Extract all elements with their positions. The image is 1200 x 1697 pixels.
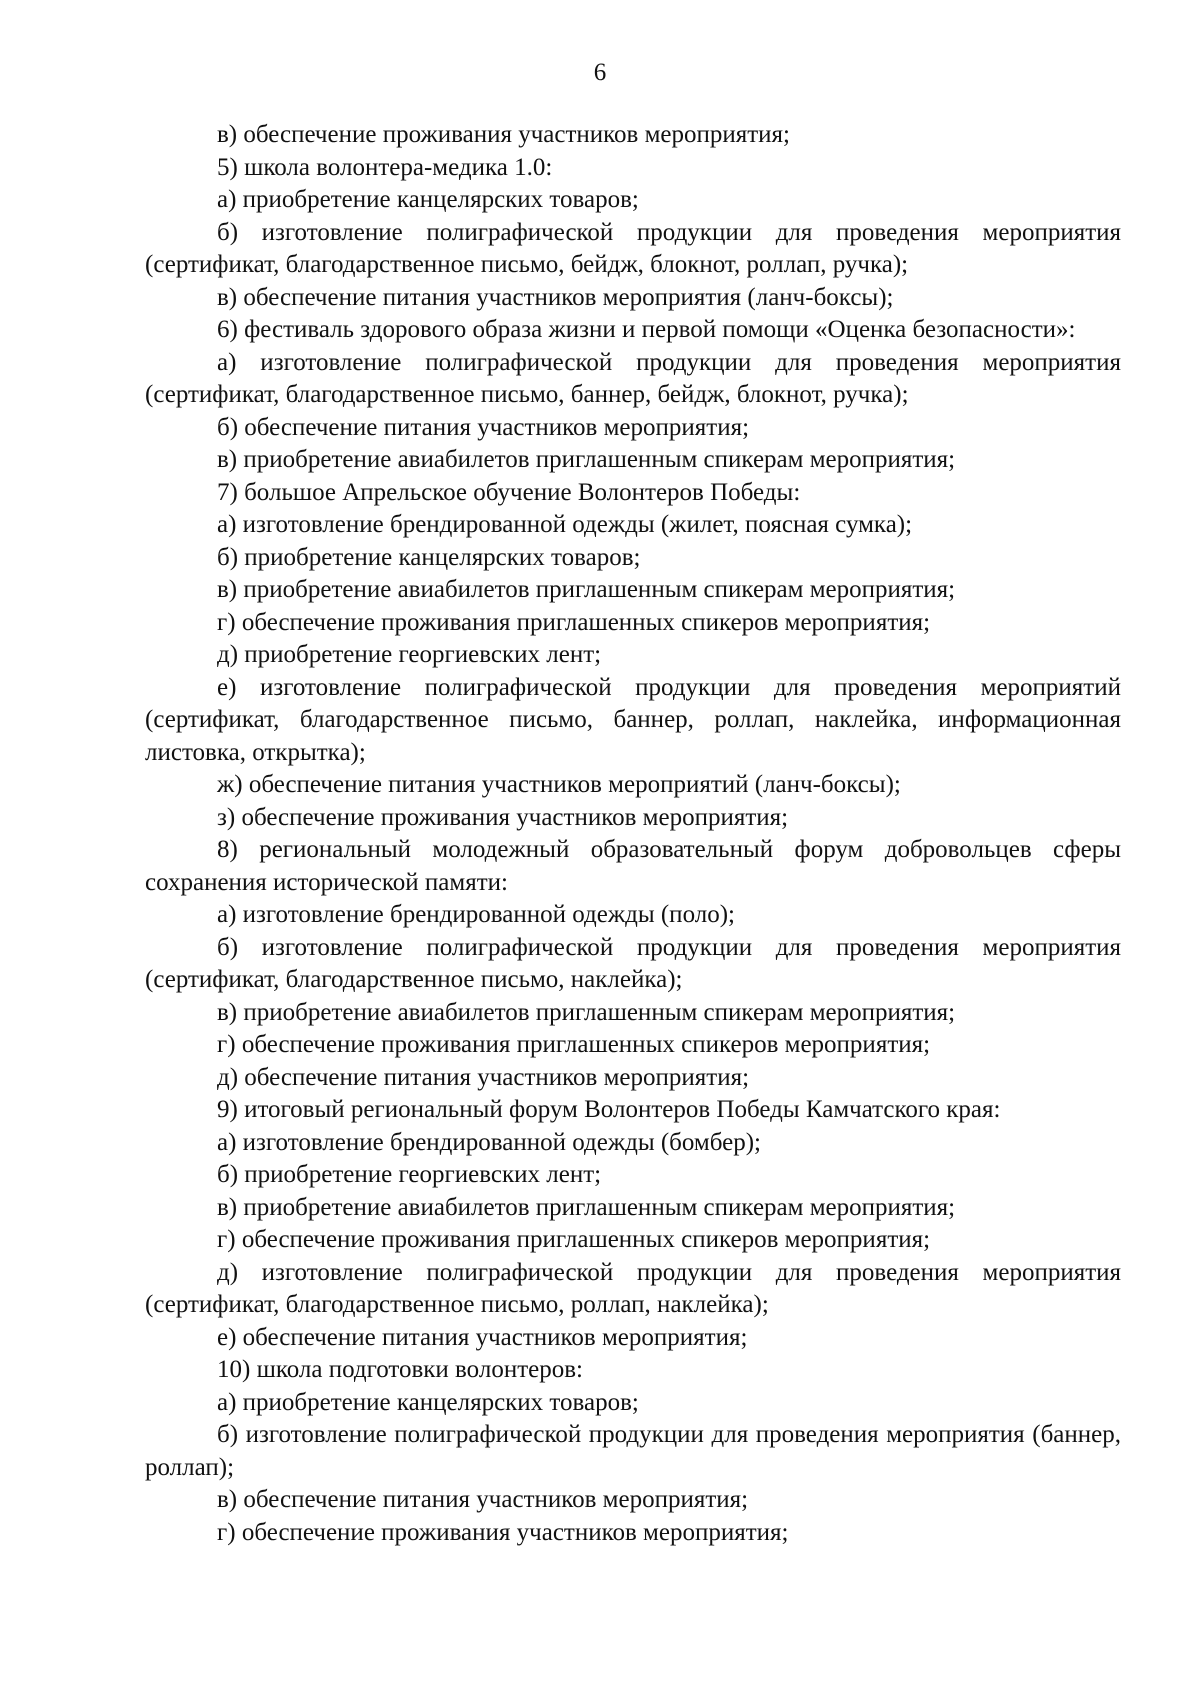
paragraph: а) приобретение канцелярских товаров;: [217, 1388, 639, 1416]
paragraph: а) изготовление брендированной одежды (поло);: [217, 901, 735, 928]
paragraph: 7) большое Апрельское обучение Волонтеров Победы:: [217, 478, 801, 506]
paragraph: 10) школа подготовки волонтеров:: [217, 1356, 583, 1383]
paragraph: 5) школа волонтера-медика 1.0:: [217, 153, 553, 181]
document-body: [145, 119, 1121, 1549]
paragraph: д) изготовление полиграфической продукции для проведения мероприятия (сертификат, благодарственное письмо, роллап, наклейка);: [145, 1258, 1121, 1318]
paragraph: а) изготовление брендированной одежды (жилет, поясная сумка);: [217, 511, 913, 538]
paragraph: д) приобретение георгиевских лент;: [217, 641, 602, 668]
paragraph: г) обеспечение проживания участников мероприятия;: [217, 1518, 789, 1546]
paragraph: г) обеспечение проживания приглашенных спикеров мероприятия;: [217, 1226, 931, 1253]
paragraph: 6) фестиваль здорового образа жизни и первой помощи «Оценка безопасности»:: [217, 316, 1076, 343]
paragraph: ж) обеспечение питания участников мероприятий (ланч-боксы);: [217, 771, 901, 798]
paragraph: в) приобретение авиабилетов приглашенным спикерам мероприятия;: [217, 998, 956, 1026]
paragraph: в) обеспечение проживания участников мероприятия;: [217, 121, 790, 148]
paragraph: а) изготовление полиграфической продукции для проведения мероприятия (сертификат, благодарственное письмо, баннер, бейдж, блокнот, ручка);: [145, 348, 1121, 408]
paragraph: в) приобретение авиабилетов приглашенным спикерам мероприятия;: [217, 576, 956, 603]
paragraph: а) приобретение канцелярских товаров;: [217, 186, 639, 213]
paragraph: д) обеспечение питания участников мероприятия;: [217, 1063, 750, 1091]
paragraph: б) обеспечение питания участников мероприятия;: [217, 413, 750, 441]
paragraph: з) обеспечение проживания участников мероприятия;: [217, 803, 789, 831]
paragraph: в) обеспечение питания участников мероприятия (ланч-боксы);: [217, 283, 894, 311]
paragraph: е) изготовление полиграфической продукции для проведения мероприятий (сертификат, благодарственное письмо, баннер, роллап, наклейка, информационная листовка, открытка);: [145, 673, 1121, 766]
paragraph: б) приобретение георгиевских лент;: [217, 1161, 602, 1188]
paragraph: а) изготовление брендированной одежды (бомбер);: [217, 1128, 762, 1156]
paragraph: б) изготовление полиграфической продукции для проведения мероприятия (сертификат, благодарственное письмо, бейдж, блокнот, роллап, ручка);: [145, 218, 1121, 278]
paragraph: г) обеспечение проживания приглашенных спикеров мероприятия;: [217, 1031, 931, 1058]
page-number: 6: [593, 59, 607, 86]
paragraph: в) приобретение авиабилетов приглашенным спикерам мероприятия;: [217, 1193, 956, 1221]
paragraph: е) обеспечение питания участников мероприятия;: [217, 1323, 748, 1351]
paragraph: г) обеспечение проживания приглашенных спикеров мероприятия;: [217, 608, 931, 636]
paragraph: б) изготовление полиграфической продукции для проведения мероприятия (баннер, роллап);: [145, 1421, 1121, 1481]
paragraph: в) приобретение авиабилетов приглашенным спикерам мероприятия;: [217, 446, 956, 473]
paragraph: б) приобретение канцелярских товаров;: [217, 543, 641, 571]
paragraph: 9) итоговый региональный форум Волонтеров Победы Камчатского края:: [217, 1096, 1001, 1123]
paragraph: в) обеспечение питания участников мероприятия;: [217, 1486, 749, 1513]
paragraph: б) изготовление полиграфической продукции для проведения мероприятия (сертификат, благодарственное письмо, наклейка);: [145, 933, 1121, 993]
paragraph: 8) региональный молодежный образовательный форум добровольцев сферы сохранения исторической памяти:: [145, 836, 1121, 896]
